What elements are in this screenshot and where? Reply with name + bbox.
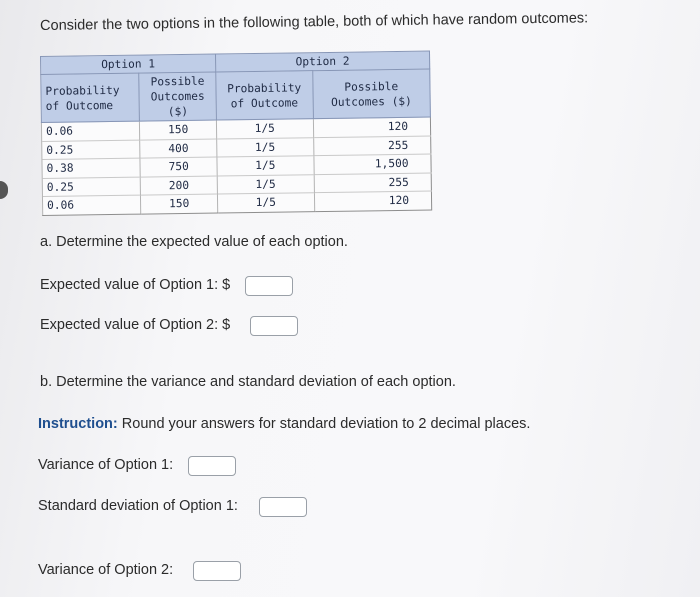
col-header-outcome2: Possible Outcomes ($) <box>312 69 430 119</box>
var1-label: Variance of Option 1: <box>38 457 174 473</box>
ev2-input[interactable] <box>250 316 298 336</box>
cell-prob2: 1/5 <box>217 174 314 194</box>
sd1-input[interactable] <box>259 497 307 517</box>
option2-header: Option 2 <box>215 51 429 72</box>
instruction-line <box>38 416 530 432</box>
intro-text: Consider the two options in the following table, both of which have random outcomes: <box>40 10 589 34</box>
cell-outcome1: 750 <box>140 157 217 177</box>
cell-prob2: 1/5 <box>217 193 314 213</box>
cell-outcome1: 200 <box>141 176 218 196</box>
cell-prob1: 0.06 <box>42 195 141 215</box>
var1-input[interactable] <box>188 456 236 476</box>
sd1-label: Standard deviation of Option 1: <box>38 498 238 514</box>
ev1-input[interactable] <box>245 276 293 296</box>
cell-outcome2: 120 <box>314 191 432 211</box>
cell-outcome2: 255 <box>314 173 432 193</box>
cell-outcome1: 150 <box>140 120 217 140</box>
part-a-prompt: a. Determine the expected value of each option. <box>40 234 348 250</box>
options-table <box>40 51 432 214</box>
ev1-label: Expected value of Option 1: $ <box>40 277 231 293</box>
cell-outcome2: 1,500 <box>313 154 431 174</box>
cell-prob2: 1/5 <box>217 137 314 157</box>
instruction-text: Round your answers for standard deviation to 2 decimal places. <box>121 416 531 432</box>
var2-input[interactable] <box>193 561 241 581</box>
cell-prob2: 1/5 <box>217 156 314 176</box>
cell-outcome1: 150 <box>141 194 218 214</box>
option1-header: Option 1 <box>41 54 216 74</box>
cell-prob2: 1/5 <box>216 119 313 139</box>
ev2-label: Expected value of Option 2: $ <box>40 317 231 333</box>
cell-outcome2: 255 <box>313 136 431 156</box>
cell-prob1: 0.38 <box>42 158 141 178</box>
cell-prob1: 0.06 <box>41 121 140 141</box>
col-header-outcome1: Possible Outcomes ($) <box>139 72 216 121</box>
instruction-label: Instruction: <box>38 416 118 432</box>
part-b-prompt: b. Determine the variance and standard deviation of each option. <box>40 374 456 390</box>
cell-prob1: 0.25 <box>42 140 141 160</box>
cell-outcome2: 120 <box>313 117 431 137</box>
col-header-prob2: Probability of Outcome <box>216 71 313 120</box>
col-header-prob1: Probability of Outcome <box>41 73 140 122</box>
cell-outcome1: 400 <box>140 139 217 159</box>
var2-label: Variance of Option 2: <box>38 562 174 578</box>
cell-prob1: 0.25 <box>42 177 141 197</box>
